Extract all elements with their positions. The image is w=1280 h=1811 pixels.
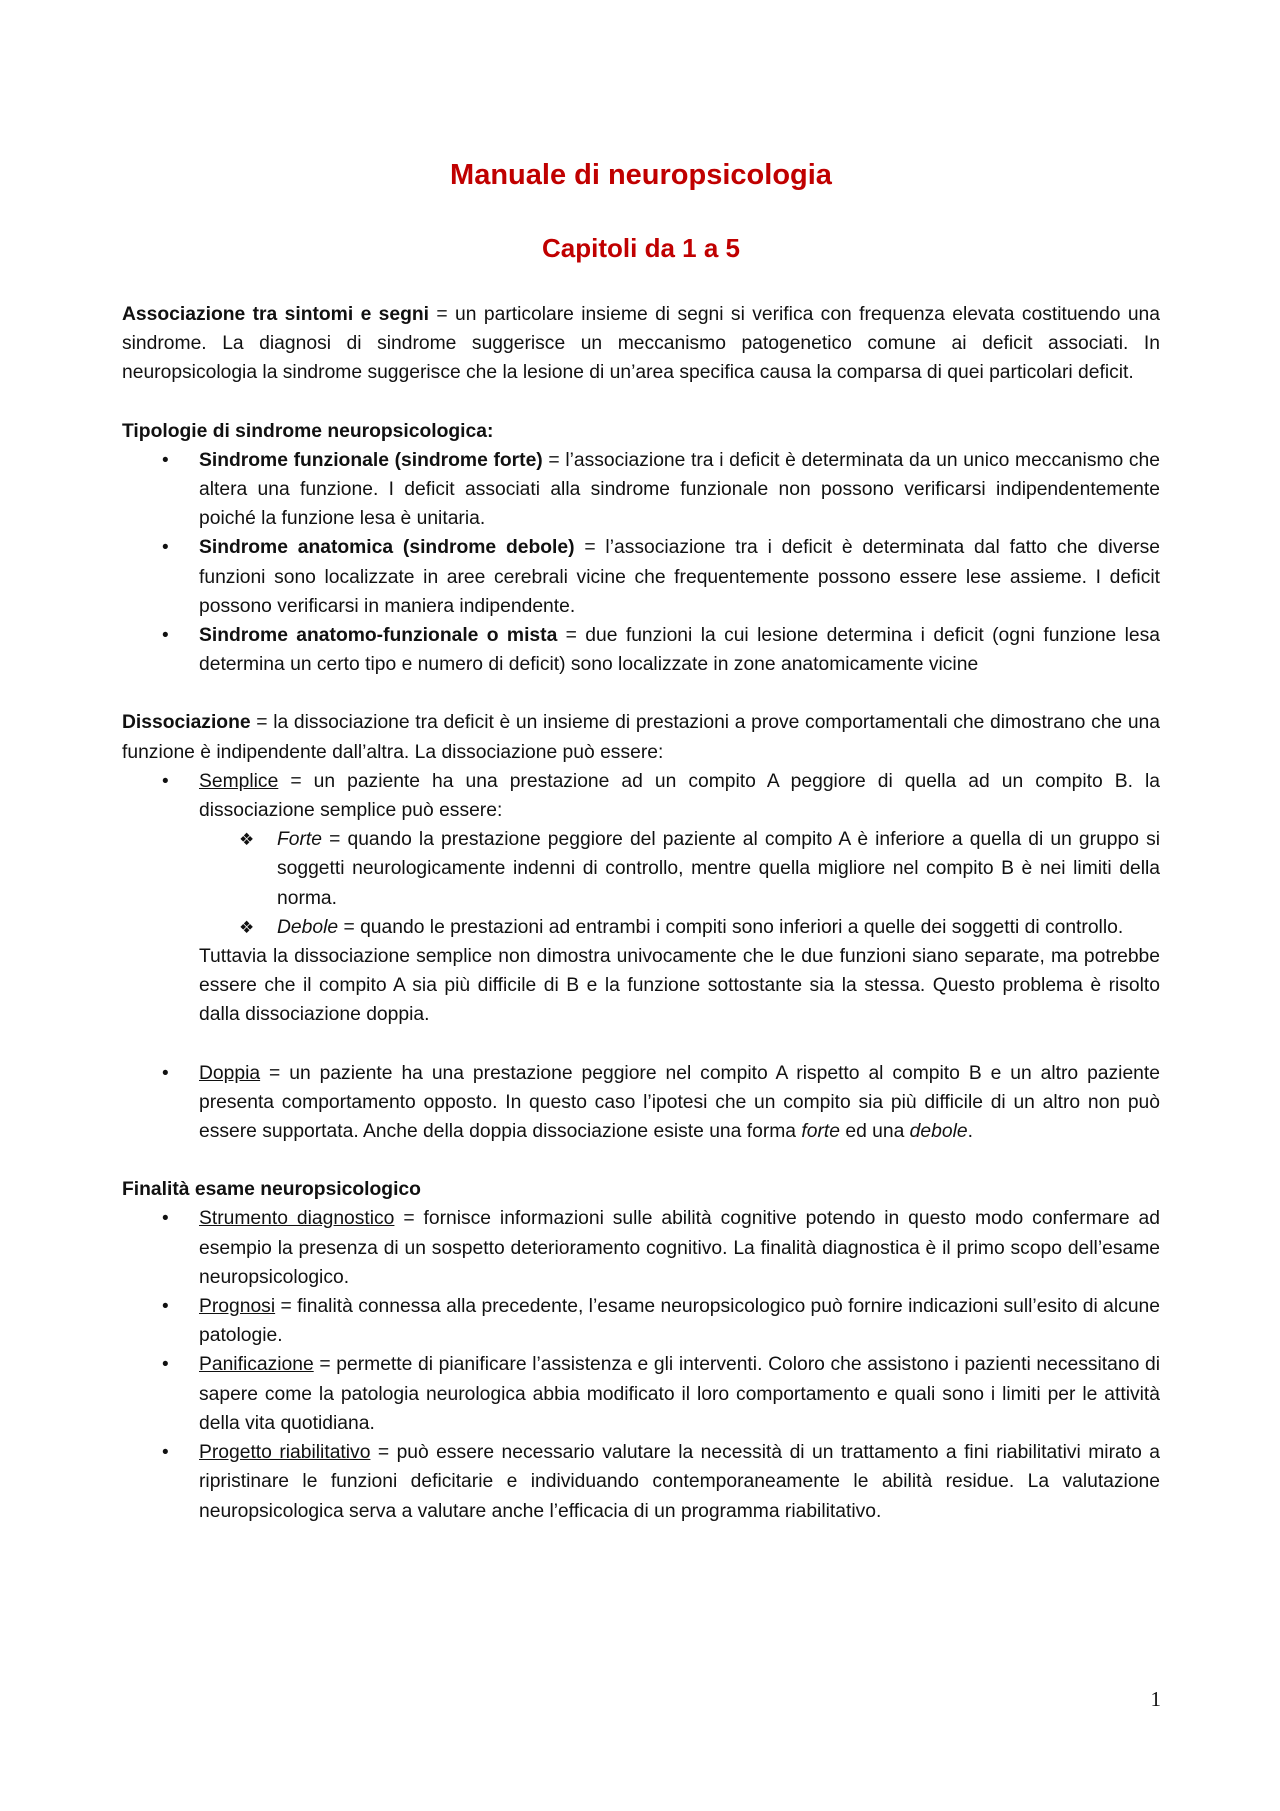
list-item [122,446,1160,534]
purpose-term: Panificazione [199,1354,314,1376]
purpose-text: = fornisce informazioni sulle abilità cognitive potendo in questo modo confermare ad esempio la presenza di un sospetto deterioramento cognitivo. La finalità diagnostica è il primo scopo dell’esame neuropsicologico. [199,1208,1160,1288]
dissociation-list [122,767,1160,1146]
syndrome-types-heading: Tipologie di sindrome neuropsicologica: [122,420,494,442]
document-body [122,300,1160,1526]
exam-purpose-heading: Finalità esame neuropsicologico [122,1179,421,1201]
document-subtitle: Capitoli da 1 a 5 [542,232,740,263]
exam-purpose-list [122,1204,1160,1525]
diamond-bullet-icon: ❖ [239,830,255,850]
list-item [122,1438,1160,1526]
syndrome-term: Sindrome anatomica (sindrome debole) [199,537,575,559]
simple-sublist [199,825,1160,942]
list-item [122,1059,1160,1147]
syndrome-text: = due funzioni la cui lesione determina i deficit (ogni funzione lesa determina un certo tipo e numero di deficit) sono localizzate in zone anatomicamente vicine [199,625,1160,676]
dissociation-paragraph [122,708,1160,766]
dissociation-term: Dissociazione [122,712,251,734]
double-text-b: ed una [839,1121,910,1143]
syndrome-text: = l’associazione tra i deficit è determinata da un unico meccanismo che altera una funzione. I deficit associati alla sindrome funzionale non possono verificarsi indipendentemente poiché la funzione lesa è unitaria. [199,449,1160,530]
association-term: Associazione tra sintomi e segni [122,303,430,325]
list-item [199,825,1160,913]
purpose-text: = finalità connessa alla precedente, l’esame neuropsicologico può fornire indicazioni sull’esito di alcune patologie. [199,1296,1160,1347]
bullet-icon: • [162,1208,169,1230]
list-item [122,767,1160,1059]
page-number: 1 [1150,1687,1161,1711]
simple-text: = un paziente ha una prestazione ad un compito A peggiore di quella ad un compito B. la dissociazione semplice può essere: [199,770,1160,822]
bullet-icon: • [162,625,169,647]
purpose-text: = permette di pianificare l’assistenza e gli interventi. Coloro che assistono i pazienti necessitano di sapere come la patologia neurologica abbia modificato il loro comportamento e quali sono i limiti per le attività della vita quotidiana. [199,1354,1160,1434]
association-paragraph [122,300,1160,388]
document-page [122,140,1160,1526]
list-item [122,1204,1160,1292]
double-text: = un paziente ha una prestazione peggiore nel compito A rispetto al compito B e un altro paziente presenta comportamento opposto. In questo caso l’ipotesi che un compito sia più difficile di un altro non può essere supportata. Anche della doppia dissociazione esiste una forma [199,1062,1160,1143]
bullet-icon: • [162,537,169,559]
bullet-icon: • [162,1354,169,1376]
list-item [122,1350,1160,1438]
syndrome-term: Sindrome funzionale (sindrome forte) [199,449,543,471]
purpose-term: Progetto riabilitativo [199,1442,371,1464]
debole-text: = quando le prestazioni ad entrambi i compiti sono inferiori a quelle dei soggetti di controllo. [338,916,1124,938]
syndrome-text: = l’associazione tra i deficit è determinata dal fatto che diverse funzioni sono localizzate in aree cerebrali vicine che frequentemente possono essere lese assieme. I deficit possono verificarsi in maniera indipendente. [199,537,1160,617]
syndrome-types-list [122,446,1160,680]
simple-term: Semplice [199,770,279,792]
bullet-icon: • [162,770,169,792]
dissociation-text: = la dissociazione tra deficit è un insieme di prestazioni a prove comportamentali che dimostrano che una funzione è indipendente dall’altra. La dissociazione può essere: [122,712,1160,763]
simple-note: Tuttavia la dissociazione semplice non dimostra univocamente che le due funzioni siano separate, ma potrebbe essere che il compito A sia più difficile di B e la funzione sottostante sia la stessa. Questo problema è risolto dalla dissociazione doppia. [199,946,1160,1026]
list-item [122,533,1160,621]
bullet-icon: • [162,449,169,471]
list-item [199,913,1160,942]
bullet-icon: • [162,1062,169,1084]
purpose-text: = può essere necessario valutare la necessità di un trattamento a fini riabilitativi mirato a ripristinare le funzioni deficitarie e individuando contemporaneamente le abilità residue. La valutazione neuropsicologica serva a valutare anche l’efficacia di un programma riabilitativo. [199,1442,1160,1522]
document-title: Manuale di neuropsicologia [450,159,832,191]
purpose-term: Prognosi [199,1296,276,1318]
double-forte: forte [801,1121,840,1143]
list-item [122,621,1160,679]
list-item [122,1292,1160,1350]
syndrome-term: Sindrome anatomo-funzionale o mista [199,625,558,647]
bullet-icon: • [162,1296,169,1318]
association-text: = un particolare insieme di segni si verifica con frequenza elevata costituendo una sindrome. La diagnosi di sindrome suggerisce un meccanismo patogenetico comune ai deficit associati. In neuropsicologia la sindrome suggerisce che la lesione di un’area specifica causa la comparsa di quei particolari deficit. [122,303,1160,384]
diamond-bullet-icon: ❖ [239,917,255,937]
purpose-term: Strumento diagnostico [199,1208,395,1230]
forte-text: = quando la prestazione peggiore del paziente al compito A è inferiore a quella di un gruppo si soggetti neurologicamente indenni di controllo, mentre quella migliore nel compito B è nei limiti della norma. [277,829,1160,909]
bullet-icon: • [162,1442,169,1464]
double-debole: debole [909,1121,968,1143]
debole-term: Debole [277,916,339,938]
double-text-c: . [967,1121,973,1143]
forte-term: Forte [277,829,323,851]
double-term: Doppia [199,1062,261,1084]
